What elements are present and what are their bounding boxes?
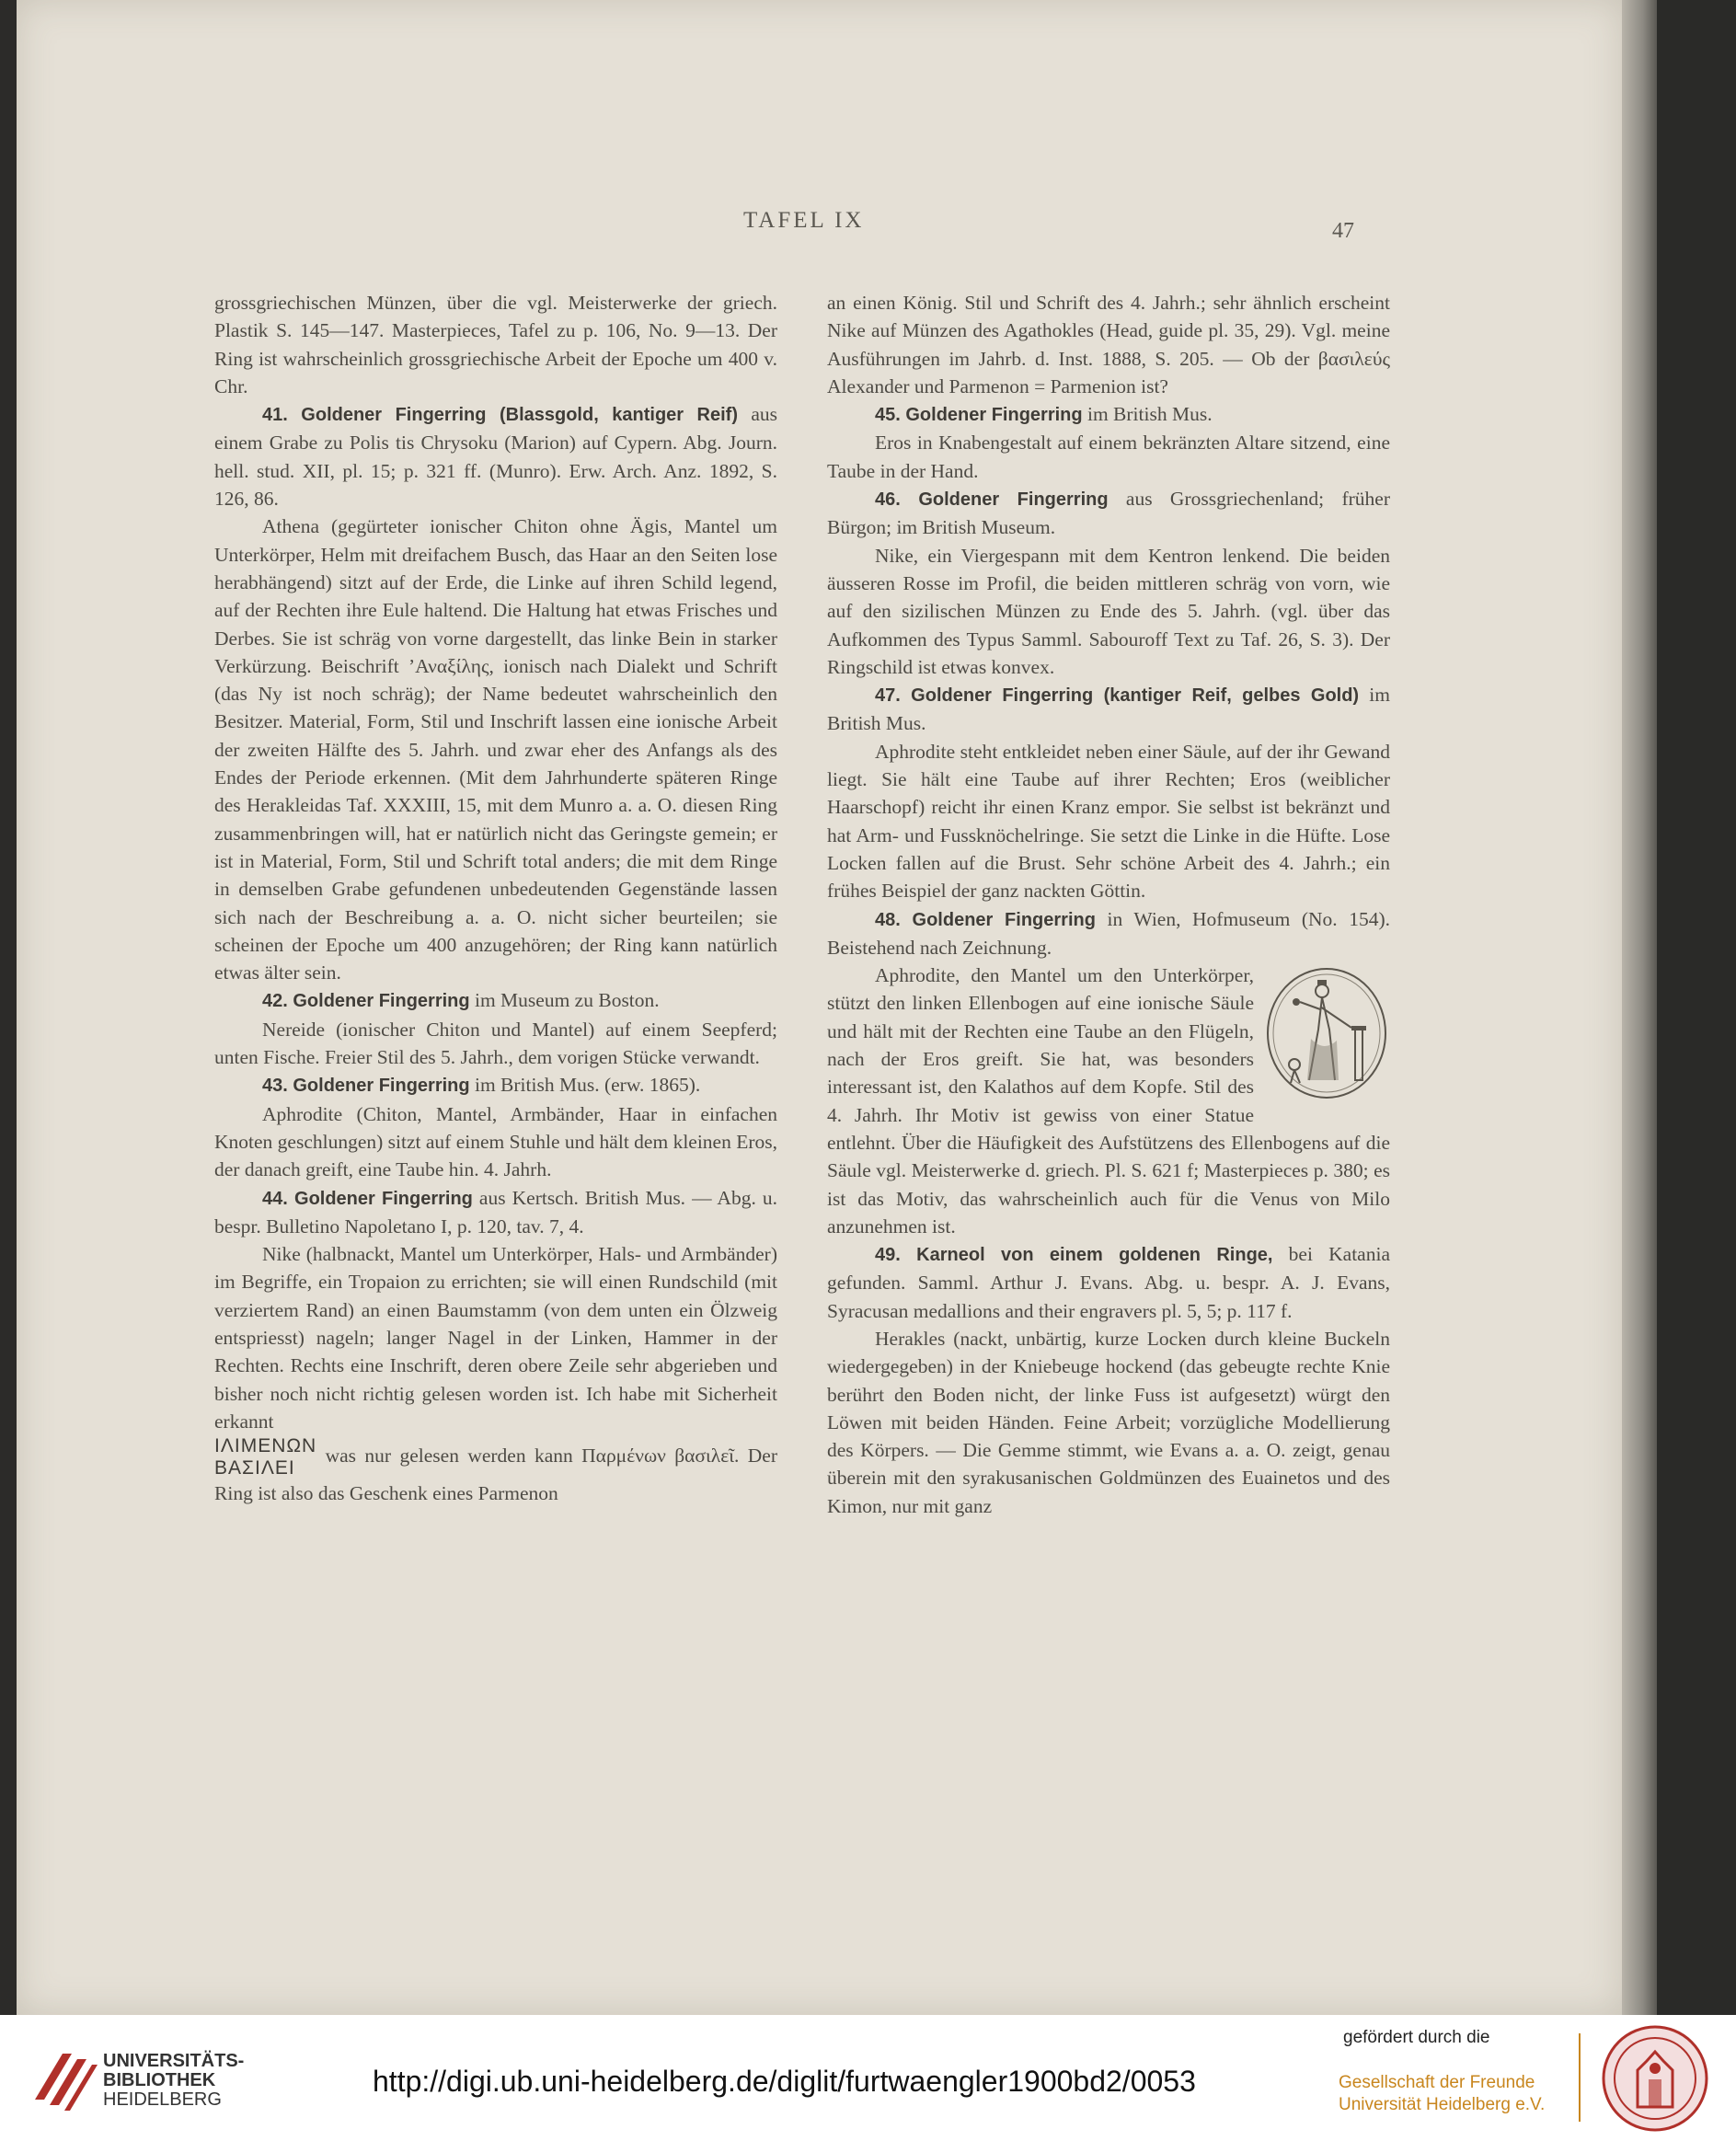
paragraph: Nereide (ionischer Chiton und Mantel) auf einem Seepferd; unten Fische. Freier Stil des 5. Jahrh., dem vorigen Stücke verwandt. <box>214 1018 777 1069</box>
sponsor-lead: gefördert durch die <box>1343 2028 1490 2047</box>
entry-text: Aphrodite, den Mantel um den Unterkörper, stützt den linken Ellenbogen auf eine ionische Säule und hält mit der Rechten eine Taube an den Flügeln, nach der Eros greift. Sie hat, was besonders interessant ist, den Kalathos auf dem Kopfe. Stil des 4. Jahrh. Ihr Motiv ist gewiss von einer Statue entlehnt. Über die Häufigkeit des Aufstützens des Ellenbogens auf die Säule vgl. Meisterwerke d. griech. Pl. S. 621 f; Masterpieces p. 380; es ist das Motiv, das wahrscheinlich auch für die Venus von Milo anzunehmen ist. <box>827 964 1390 1237</box>
sponsor-name-line: Universität Heidelberg e.V. <box>1339 2095 1546 2114</box>
paragraph: Aphrodite (Chiton, Mantel, Armbänder, Haar in einfachen Knoten geschlungen) sitzt auf einem Stuhle und hält dem kleinen Eros, der danach greift, eine Taube hin. 4. Jahrh. <box>214 1102 778 1181</box>
paragraph: Aphrodite steht entkleidet neben einer Säule, auf der ihr Gewand liegt. Sie hält eine Taube auf ihrer Rechten; Eros (weiblicher Haarschopf) reicht ihr einen Kranz empor. Sie selbst ist bekränzt und hat Arm- und Fussknöchelringe. Sie setzt die Linke in die Hüfte. Lose Locken fallen auf die Brust. Sehr schöne Arbeit des 4. Jahrh.; ein frühes Beispiel der ganz nackten Göttin. <box>827 740 1390 903</box>
sponsor-name-line: Gesellschaft der Freunde <box>1339 2073 1535 2092</box>
permalink-url[interactable]: http://digi.ub.uni-heidelberg.de/diglit/furtwaengler1900bd2/0053 <box>373 2065 1196 2098</box>
entry-text: im British Mus. <box>1082 403 1213 426</box>
university-seal-icon[interactable] <box>1601 2024 1709 2133</box>
entry-48 <box>827 905 1390 962</box>
library-name-line: HEIDELBERG <box>103 2089 222 2110</box>
entry-text: was nur gelesen werden kann Παρμένων βασιλεῖ. Der Ring ist also das Geschenk eines Parmenon <box>214 1445 777 1505</box>
entry-41 <box>214 400 777 512</box>
entry-heading: 43. Goldener Fingerring <box>262 1076 470 1097</box>
entry-heading: 47. Goldener Fingerring (kantiger Reif, gelbes Gold) <box>875 685 1360 707</box>
viewer-footer <box>0 2015 1736 2141</box>
inscription <box>214 1435 316 1479</box>
entry-heading: 48. Goldener Fingerring <box>875 909 1096 930</box>
scan-border <box>1657 0 1736 2015</box>
left-column <box>214 289 777 1507</box>
gem-illustration <box>1263 965 1390 1101</box>
entry-45 <box>827 400 1390 429</box>
entry-46 <box>827 485 1390 542</box>
paragraph: Athena (gegürteter ionischer Chiton ohne Ägis, Mantel um Unterkörper, Helm mit dreifachem Busch, das Haar an den Seiten lose herabhängend) sitzt auf der Erde, die Linke auf ihren Schild legend, auf der Rechten ihre Eule haltend. Die Haltung hat etwas Frisches und Derbes. Sie ist schräg von vorne dargestellt, das linke Bein in starker Verkürzung. Beischrift ’Αναξίλης, ionisch nach Dialekt und Schrift (das Ny ist noch schräg); der Name bedeutet wahrscheinlich den Besitzer. Material, Form, Stil und Inschrift lassen eine ionische Arbeit der zweiten Hälfte des 5. Jahrh. und zwar eher des Anfangs als des Endes der Periode erkennen. (Mit dem Jahrhunderte späteren Ringe des Herakleidas Taf. XXXIII, 15, mit dem Munro a. a. O. diesen Ring zusammenbringen will, hat er natürlich nicht das Geringste gemein; er ist in Material, Form, Stil und Schrift total anders; die mit dem Ringe in demselben Grabe gefundenen unbedeutenden Gegenstände lassen sich nach der Beschreibung a. a. O. nicht sicher beurteilen; sie scheinen der Epoche um 400 anzugehören; der Ring kann natürlich etwas älter sein. <box>214 515 777 984</box>
paragraph <box>827 961 1390 1240</box>
paragraph: Herakles (nackt, unbärtig, kurze Locken durch kleine Buckeln wiedergegeben) in der Kniebeuge hockend (das gebeugte rechte Knie berührt den Boden nicht, der linke Fuss ist aufgesetzt) würgt den Löwen mit beiden Händen. Feine Arbeit; vorzügliche Modellierung des Körpers. — Die Gemme stimmt, wie Evans a. a. O. zeigt, genau überein mit den syrakusanischen Goldmünzen des Euainetos und des Kimon, nur mit ganz <box>827 1327 1390 1517</box>
entry-text: aus Kertsch. British Mus. — Abg. u. bespr. Bulletino Napoletano I, p. 120, tav. 7, 4. <box>214 1186 777 1237</box>
page-number: 47 <box>1332 219 1354 243</box>
library-name[interactable] <box>103 2052 244 2110</box>
inscription-paragraph <box>214 1435 777 1507</box>
book-page <box>17 0 1622 2015</box>
entry-heading: 46. Goldener Fingerring <box>875 489 1109 511</box>
entry-text: bei Katania gefunden. Samml. Arthur J. Evans. Abg. u. bespr. A. J. Evans, Syracusan medallions and their engravers pl. 5, 5; p. 117 f. <box>827 1243 1390 1322</box>
paragraph: grossgriechischen Münzen, über die vgl. Meisterwerke der griech. Plastik S. 145—147. Masterpieces, Tafel zu p. 106, No. 9—13. Der Ring ist wahrscheinlich grossgriechische Arbeit der Epoche um 400 v. Chr. <box>214 292 777 397</box>
entry-text: aus Grossgriechenland; früher Bürgon; im British Museum. <box>827 488 1390 539</box>
sponsor-name[interactable] <box>1339 2072 1545 2116</box>
divider <box>1579 2033 1581 2122</box>
inscription-line: ΒΑΣΙΛΕΙ <box>214 1457 295 1479</box>
library-logo-icon[interactable] <box>28 2044 101 2118</box>
entry-heading: 42. Goldener Fingerring <box>262 991 470 1012</box>
entry-heading: 45. Goldener Fingerring <box>875 405 1083 426</box>
entry-text: im British Mus. <box>827 684 1390 735</box>
paragraph: Nike, ein Viergespann mit dem Kentron lenkend. Die beiden äusseren Rosse im Profil, die beiden mittleren schräg von vorn, wie auf den sizilischen Münzen zu Ende des 5. Jahrh. (vgl. über das Aufkommen des Typus Samml. Sabouroff Text zu Taf. 26, S. 3). Der Ringschild ist etwas konvex. <box>827 544 1390 678</box>
entry-49 <box>827 1240 1390 1325</box>
entry-42 <box>214 986 777 1015</box>
paragraph: Eros in Knabengestalt auf einem bekränzten Altare sitzend, eine Taube in der Hand. <box>827 432 1390 482</box>
entry-text: in Wien, Hofmuseum (No. 154). Beistehend nach Zeichnung. <box>827 907 1390 959</box>
inscription-line: ΙΛΙΜΕΝΩΝ <box>214 1435 317 1457</box>
paragraph: an einen König. Stil und Schrift des 4. Jahrh.; sehr ähnlich erscheint Nike auf Münzen des Agathokles (Head, guide pl. 35, 29). Vgl. meine Ausführungen im Jahrb. d. Inst. 1888, S. 205. — Ob der βασιλεύς Alexander und Parmenon = Parmenion ist? <box>827 292 1390 397</box>
entry-text: im Museum zu Boston. <box>469 989 660 1012</box>
library-name-line: BIBLIOTHEK <box>103 2070 216 2090</box>
entry-47 <box>827 681 1390 738</box>
entry-heading: 44. Goldener Fingerring <box>262 1188 473 1209</box>
entry-text: aus einem Grabe zu Polis tis Chrysoku (Marion) auf Cypern. Abg. Journ. hell. stud. XII, pl. 15; p. 321 ff. (Munro). Erw. Arch. Anz. 1892, S. 126, 86. <box>214 403 777 511</box>
entry-43 <box>214 1071 777 1099</box>
running-title: TAFEL IX <box>743 208 865 233</box>
entry-text: im British Mus. (erw. 1865). <box>469 1074 701 1097</box>
entry-heading: 49. Karneol von einem goldenen Ringe, <box>875 1245 1273 1266</box>
library-name-line: UNIVERSITÄTS- <box>103 2051 245 2071</box>
entry-44 <box>214 1184 777 1241</box>
right-column <box>827 289 1390 1520</box>
entry-heading: 41. Goldener Fingerring (Blassgold, kantiger Reif) <box>262 405 739 426</box>
book-edge <box>1622 0 1657 2015</box>
paragraph: Nike (halbnackt, Mantel um Unterkörper, Hals- und Armbänder) im Begriffe, ein Tropaion zu errichten; sie will einen Rundschild (mit verziertem Rand) an einen Baumstamm (von dem unten ein Ölzweig entspriesst) nageln; langer Nagel in der Linken, Hammer in der Rechten. Rechts eine Inschrift, deren obere Zeile sehr abgerieben und bisher noch nicht richtig gelesen worden ist. Ich habe mit Sicherheit erkannt <box>214 1243 777 1433</box>
